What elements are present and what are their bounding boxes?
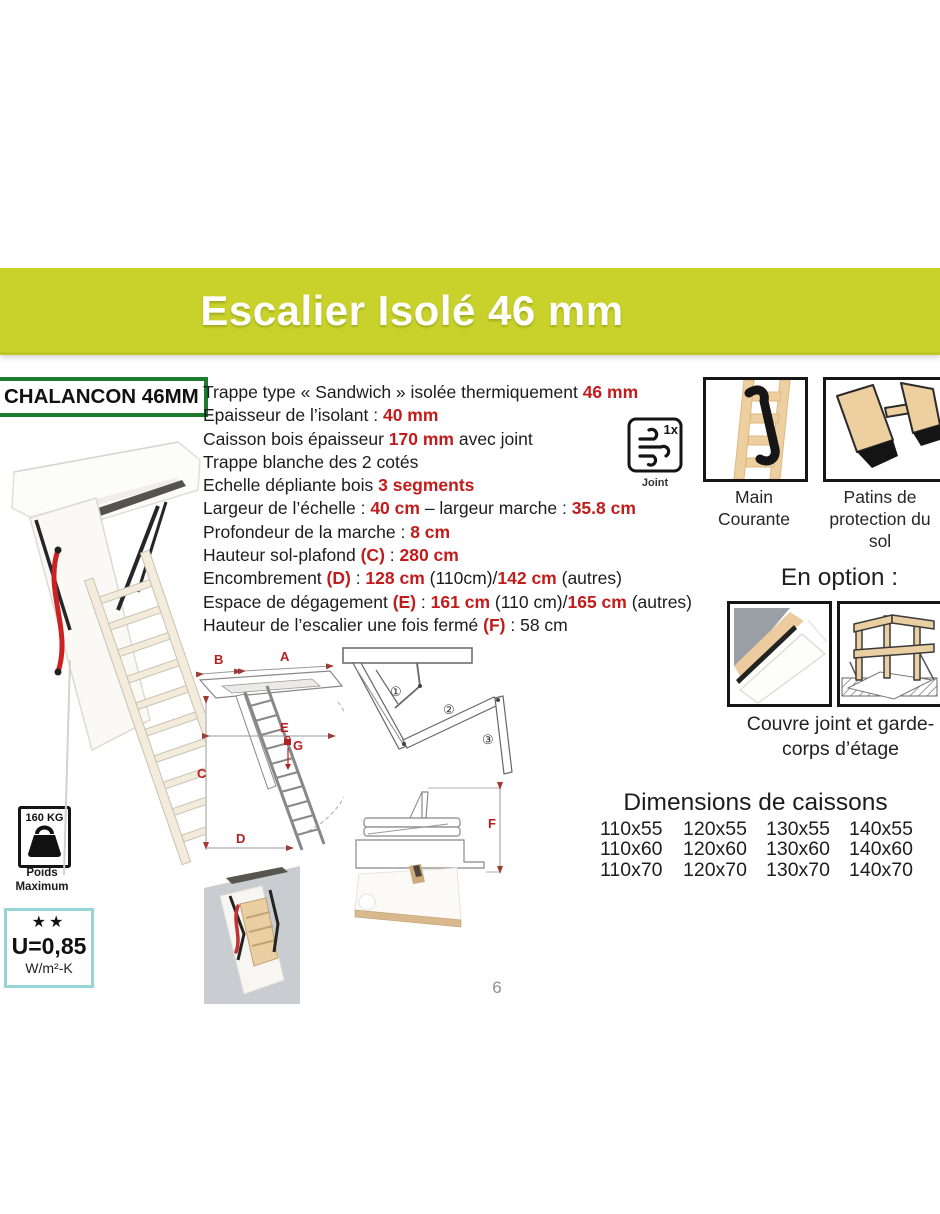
- dim-label-a: A: [280, 649, 290, 664]
- joint-seal-icon: [627, 417, 683, 473]
- caisson-dimensions-grid: [600, 819, 937, 880]
- caisson-dimension: 140x70: [849, 858, 913, 881]
- caisson-dimension: 130x55: [766, 818, 830, 840]
- spec-line: Echelle dépliante bois 3 segments: [203, 475, 475, 496]
- caisson-dimension: 110x70: [600, 858, 663, 881]
- dim-label-d: D: [236, 831, 246, 846]
- spec-line: Largeur de l’échelle : 40 cm – largeur marche : 35.8 cm: [203, 498, 636, 519]
- product-photo-open-ladder: [0, 420, 205, 880]
- joint-label: Joint: [641, 477, 669, 489]
- dimension-diagram: [192, 640, 344, 872]
- u-value: U=0,85: [11, 933, 87, 959]
- product-label: CHALANCON 46MM: [4, 385, 199, 408]
- spec-line: Trappe blanche des 2 cotés: [203, 451, 419, 472]
- fold-step-1: ①: [390, 684, 402, 699]
- caisson-dimension: 110x55: [600, 818, 663, 840]
- star-rating: ★★: [31, 914, 67, 931]
- dim-label-e: E: [280, 720, 289, 735]
- dim-label-b: B: [214, 652, 224, 667]
- caisson-dimension: 110x60: [600, 838, 663, 861]
- caisson-dimension: 130x60: [766, 838, 830, 861]
- u-value-badge: [4, 908, 94, 988]
- floor-pads-icon: [823, 377, 940, 482]
- spec-line: Hauteur de l’escalier une fois fermé (F) : 58 cm: [203, 614, 568, 635]
- caisson-dimension: 120x60: [683, 838, 747, 861]
- handrail-label: Main Courante: [718, 487, 790, 529]
- photo-closed-trapdoor: [353, 864, 465, 938]
- caisson-dimension: 140x60: [849, 838, 913, 861]
- spec-line: Epaisseur de l’isolant : 40 mm: [203, 405, 439, 426]
- max-weight-caption: Poids Maximum: [15, 867, 69, 893]
- dim-label-g: G: [293, 738, 304, 753]
- caisson-dimension: 120x55: [683, 818, 747, 840]
- max-weight-value: 160 KG: [25, 812, 64, 824]
- product-label-box: [0, 377, 208, 417]
- spec-line: Profondeur de la marche : 8 cm: [203, 521, 451, 542]
- page-title: Escalier Isolé 46 mm: [200, 287, 624, 334]
- options-caption: Couvre joint et garde-corps d’étage: [746, 713, 935, 760]
- folding-sequence-diagram: [340, 630, 525, 782]
- caisson-dimension: 130x70: [766, 858, 830, 881]
- photo-folding-ladder: [204, 862, 300, 1004]
- dim-label-f: F: [488, 816, 496, 831]
- floor-pads-label: Patins de protection du sol: [829, 487, 931, 551]
- u-value-unit: W/m²-K: [25, 960, 73, 976]
- handrail-icon: [703, 377, 808, 482]
- spec-line: Caisson bois épaisseur 170 mm avec joint: [203, 428, 533, 449]
- fold-step-2: ②: [443, 702, 455, 717]
- page-number: 6: [492, 978, 502, 997]
- joint-count: 1x: [663, 422, 678, 437]
- options-title: En option :: [780, 564, 899, 591]
- caisson-dimension: 140x55: [849, 818, 913, 840]
- spec-line: Hauteur sol-plafond (C) : 280 cm: [203, 545, 459, 566]
- fold-step-3: ③: [482, 732, 494, 747]
- dim-label-c: C: [197, 766, 207, 781]
- caisson-dimension: 120x70: [683, 858, 747, 881]
- caisson-dimensions-title: Dimensions de caissons: [623, 789, 888, 816]
- spec-line: Espace de dégagement (E) : 161 cm (110 cm)/165 cm (autres): [203, 591, 692, 612]
- spec-line: Trappe type « Sandwich » isolée thermiquement 46 mm: [203, 382, 639, 402]
- joint-cover-icon: [727, 601, 832, 707]
- spec-line: Encombrement (D) : 128 cm (110cm)/142 cm (autres): [203, 568, 622, 589]
- guard-rail-icon: [837, 601, 940, 707]
